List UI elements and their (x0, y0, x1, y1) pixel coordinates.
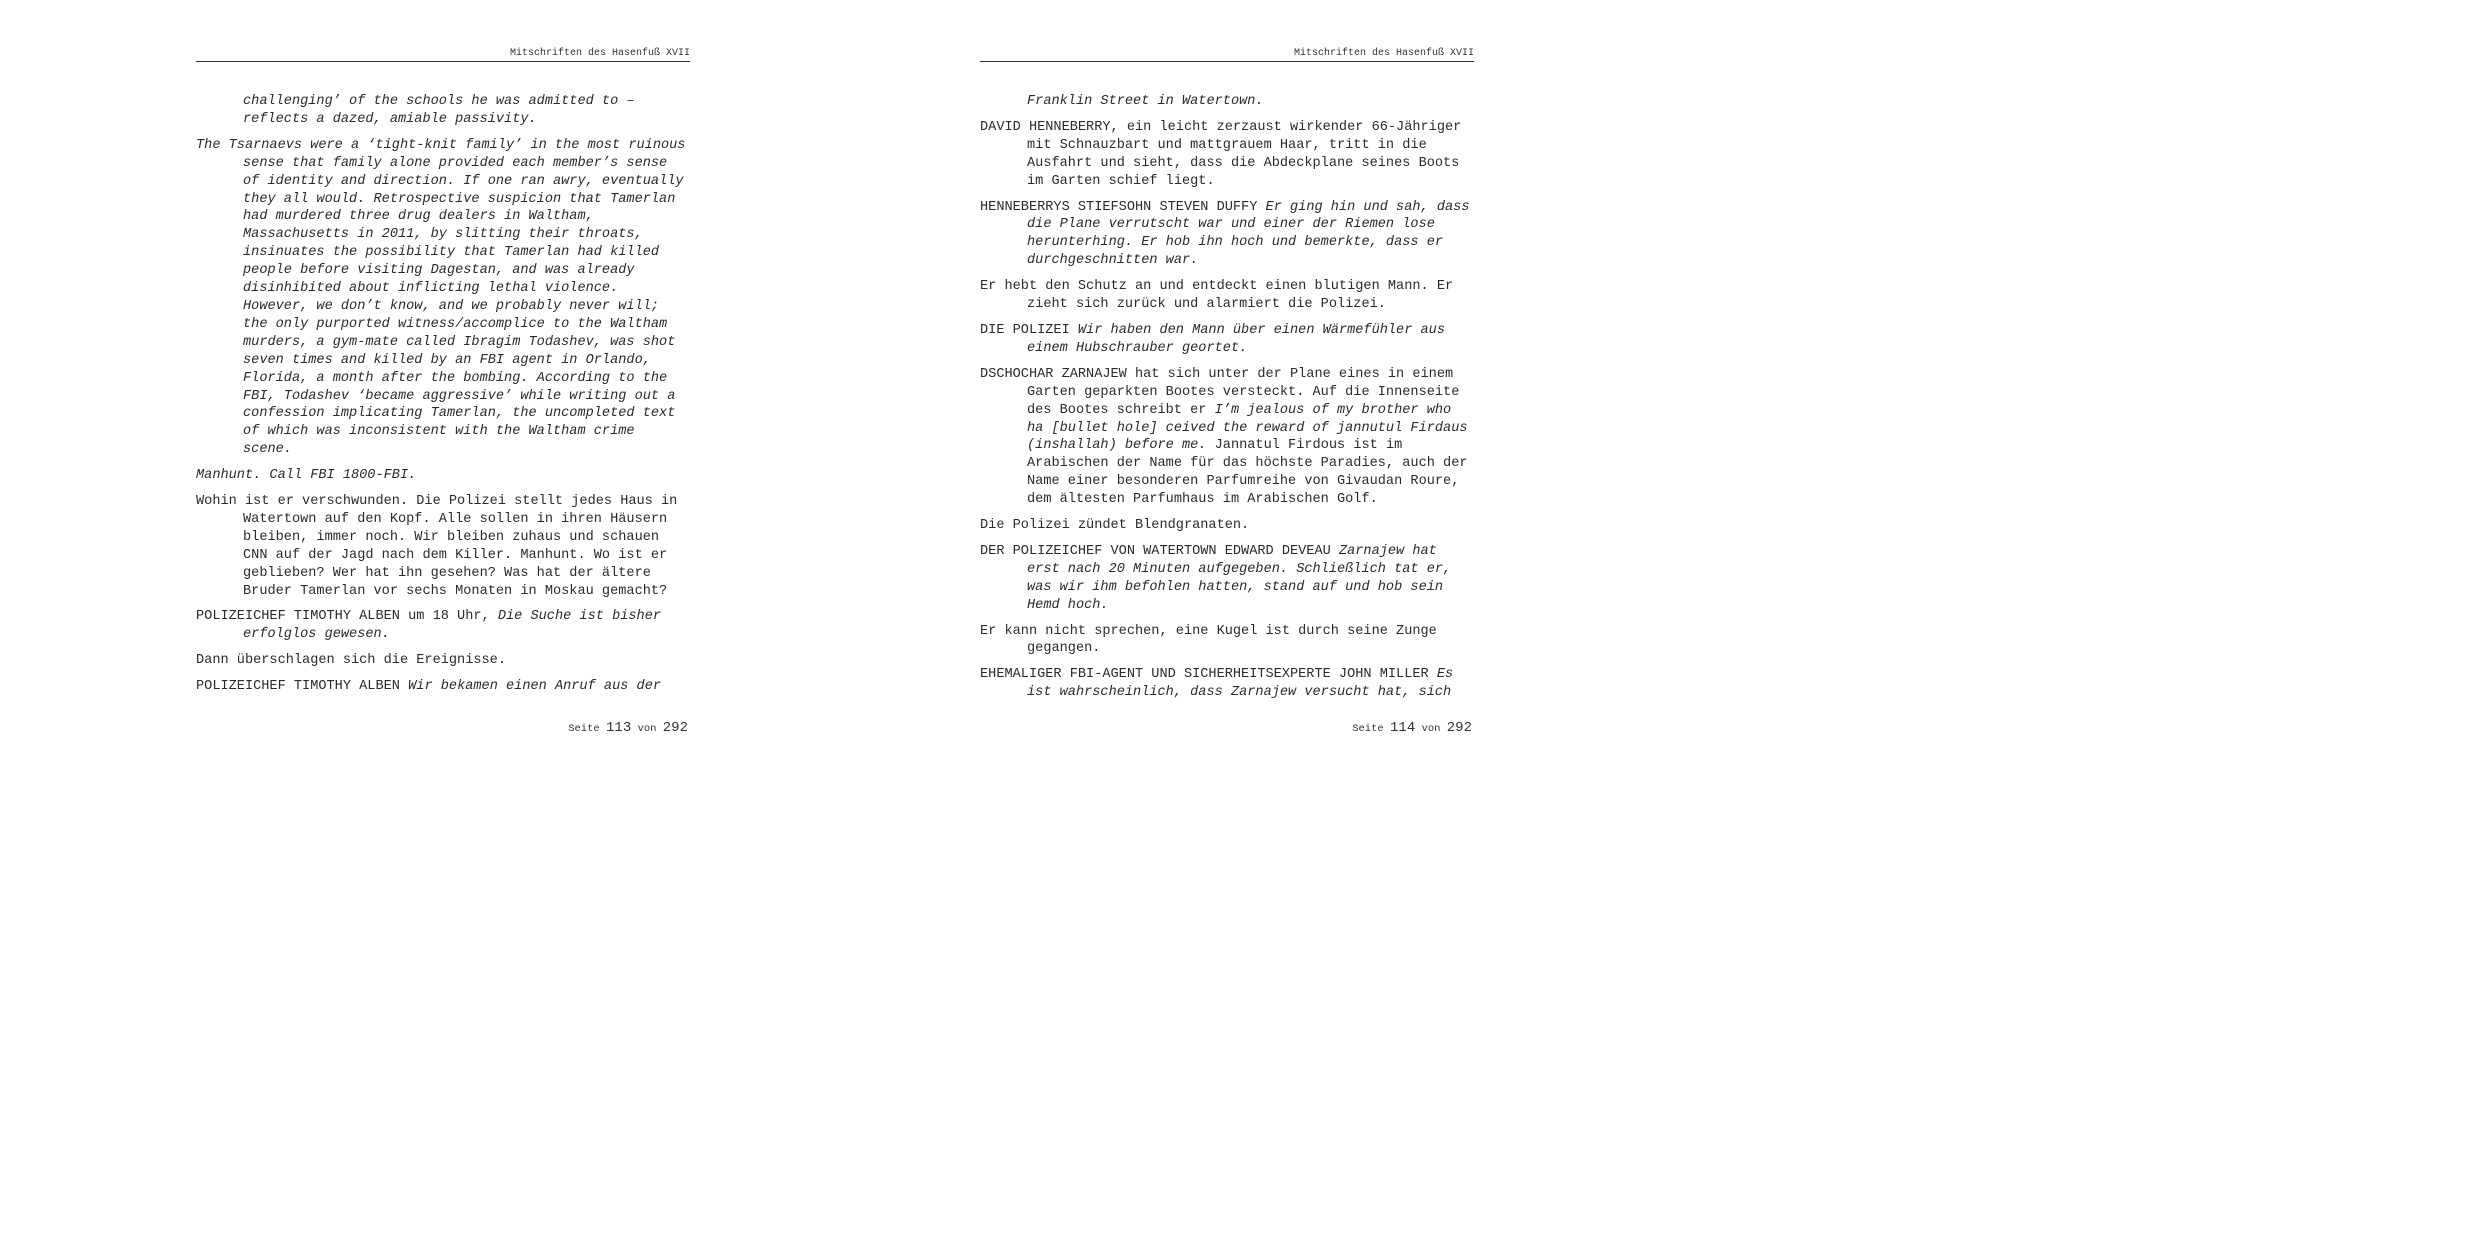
text-line: had murdered three drug dealers in Waltham, (243, 209, 594, 225)
quote-text: ha [bullet hole] ceived the reward of jannutul Firdaus (1027, 420, 1468, 436)
text-line: Arabischen der Name für das höchste Paradies, auch der (1027, 456, 1468, 472)
page-body (980, 93, 1476, 710)
speaker: EHEMALIGER FBI-AGENT UND SICHERHEITSEXPERTE JOHN MILLER (980, 667, 1429, 683)
quote-text: erst nach 20 Minuten aufgegeben. Schließlich tat er, (1027, 561, 1452, 577)
text-line: of which was inconsistent with the Waltham crime (243, 424, 635, 440)
footer-seite: Seite (568, 723, 600, 735)
text-line: sense that family alone provided each member’s sense (243, 155, 668, 171)
quote-text: ist wahrscheinlich, dass Zarnajew versucht hat, sich (1027, 685, 1452, 701)
text-line: im Garten schief liegt. (1027, 173, 1215, 189)
paragraph (980, 322, 1476, 358)
text-line: The Tsarnaevs were a ‘tight-knit family’ in the most ruinous (196, 137, 686, 153)
text-line: murders, a gym-mate called Ibragim Todashev, was shot (243, 334, 676, 350)
paragraph (980, 543, 1476, 615)
text-line: Garten geparkten Bootes versteckt. Auf die Innenseite (1027, 384, 1460, 400)
text-line: zieht sich zurück und alarmiert die Polizei. (1027, 297, 1386, 313)
right-page (980, 0, 1476, 784)
text-line: bleiben, immer noch. Wir bleiben zuhaus und schauen (243, 529, 660, 545)
text-line: geblieben? Wer hat ihn gesehen? Was hat der ältere (243, 565, 651, 581)
quote-text: I’m jealous of my brother who (1214, 402, 1452, 418)
speaker: POLIZEICHEF TIMOTHY ALBEN (196, 679, 400, 695)
paragraph (196, 608, 692, 644)
text-line: dem ältesten Parfumhaus im Arabischen Golf. (1027, 492, 1378, 508)
paragraph (980, 119, 1476, 191)
quote-text: (inshallah) before me. (1027, 438, 1207, 454)
text-line: disinhibited about inflicting lethal violence. (243, 281, 619, 297)
text-line: DAVID HENNEBERRY, ein leicht zerzaust wirkender 66-Jähriger (980, 119, 1462, 135)
text-line: des Bootes schreibt er (1027, 402, 1207, 418)
paragraph (196, 137, 692, 459)
quote-text: Hemd hoch. (1027, 597, 1109, 613)
text-line: mit Schnauzbart und mattgrauem Haar, tritt in die (1027, 137, 1427, 153)
text-line: Watertown auf den Kopf. Alle sollen in ihren Häusern (243, 511, 668, 527)
quote-text: Wir haben den Mann über einen Wärmefühler aus (1077, 322, 1445, 338)
text-line: they all would. Retrospective suspicion that Tamerlan (243, 191, 676, 207)
paragraph (980, 623, 1476, 659)
text-line: reflects a dazed, amiable passivity. (243, 111, 537, 127)
left-page (196, 0, 692, 784)
page-number: 113 (606, 720, 632, 736)
text-line: CNN auf der Jagd nach dem Killer. Manhunt. Wo ist er (243, 547, 668, 563)
quote-text: durchgeschnitten war. (1027, 253, 1199, 269)
text-line: Florida, a month after the bombing. According to the (243, 370, 668, 386)
text-line: Er hebt den Schutz an und entdeckt einen blutigen Mann. Er (980, 279, 1454, 295)
text-line: Er kann nicht sprechen, eine Kugel ist durch seine Zunge (980, 623, 1437, 639)
text-line: insinuates the possibility that Tamerlan had killed (243, 245, 660, 261)
footer-seite: Seite (1352, 723, 1384, 735)
text-line: confession implicating Tamerlan, the uncompleted text (243, 406, 676, 422)
page-total: 292 (662, 720, 688, 736)
speaker: DIE POLIZEI (980, 322, 1070, 338)
paragraph (980, 366, 1476, 509)
speaker: HENNEBERRYS STIEFSOHN STEVEN DUFFY (980, 199, 1258, 215)
footer-von: von (637, 723, 657, 735)
paragraph (196, 652, 692, 670)
paragraph (980, 93, 1476, 111)
text-line: Name einer besonderen Parfumreihe von Givaudan Roure, (1027, 474, 1460, 490)
quote-text: was wir ihm befohlen hatten, stand auf und hob sein (1027, 579, 1444, 595)
paragraph (980, 278, 1476, 314)
text-line: FBI, Todashev ‘became aggressive’ while writing out a (243, 388, 676, 404)
quote-text: Wir bekamen einen Anruf aus der (408, 679, 662, 695)
text-line: seven times and killed by an FBI agent in Orlando, (243, 352, 651, 368)
text-line: Wohin ist er verschwunden. Die Polizei stellt jedes Haus in (196, 494, 678, 510)
page-number: 114 (1390, 720, 1416, 736)
page-total: 292 (1446, 720, 1472, 736)
quote-text: herunterhing. Er hob ihn hoch und bemerkte, dass er (1027, 235, 1444, 251)
text-line: scene. (243, 442, 292, 458)
text-line: However, we don’t know, and we probably never will; (243, 298, 660, 314)
text-line: Manhunt. Call FBI 1800-FBI. (196, 468, 417, 484)
running-head: Mitschriften des Hasenfuß XVII (980, 47, 1474, 62)
text-line: Ausfahrt und sieht, dass die Abdeckplane seines Boots (1027, 155, 1460, 171)
page-number-footer (568, 720, 688, 737)
paragraph (196, 493, 692, 600)
page-body (196, 93, 692, 704)
quote-text: die Plane verrutscht war und einer der Riemen lose (1027, 217, 1435, 233)
text-line: challenging’ of the schools he was admitted to – (243, 94, 635, 109)
text-line: Bruder Tamerlan vor sechs Monaten in Moskau gemacht? (243, 583, 668, 599)
speaker: POLIZEICHEF TIMOTHY ALBEN um 18 Uhr, (196, 609, 490, 625)
paragraph (196, 467, 692, 485)
book-spread (0, 0, 1568, 784)
speaker: DER POLIZEICHEF VON WATERTOWN EDWARD DEVEAU (980, 543, 1331, 559)
quote-text: Es (1436, 667, 1454, 683)
text-line: people before visiting Dagestan, and was already (243, 263, 635, 279)
paragraph (196, 678, 692, 696)
text-line: DSCHOCHAR ZARNAJEW hat sich unter der Plane eines in einem (980, 366, 1454, 382)
paragraph (980, 199, 1476, 271)
page-number-footer (1352, 720, 1472, 737)
quote-text: Er ging hin und sah, dass (1265, 199, 1470, 215)
text-line: Die Polizei zündet Blendgranaten. (980, 518, 1250, 534)
text-line: Dann überschlagen sich die Ereignisse. (196, 653, 506, 669)
quote-text: Die Suche ist bisher (497, 609, 662, 625)
text-line: the only purported witness/accomplice to the Waltham (243, 316, 668, 332)
quote-text: erfolglos gewesen. (243, 627, 390, 643)
paragraph (980, 517, 1476, 535)
paragraph (980, 666, 1476, 702)
footer-von: von (1421, 723, 1441, 735)
quote-text: Zarnajew hat (1338, 543, 1437, 559)
text-line: Jannatul Firdous ist im (1214, 438, 1403, 454)
text-line: of identity and direction. If one ran awry, eventually (243, 173, 684, 189)
quote-text: einem Hubschrauber geortet. (1027, 340, 1248, 356)
text-line: Franklin Street in Watertown. (1027, 94, 1264, 109)
running-head: Mitschriften des Hasenfuß XVII (196, 47, 690, 62)
text-line: Massachusetts in 2011, by slitting their throats, (243, 227, 643, 243)
text-line: gegangen. (1027, 641, 1101, 657)
paragraph (196, 93, 692, 129)
